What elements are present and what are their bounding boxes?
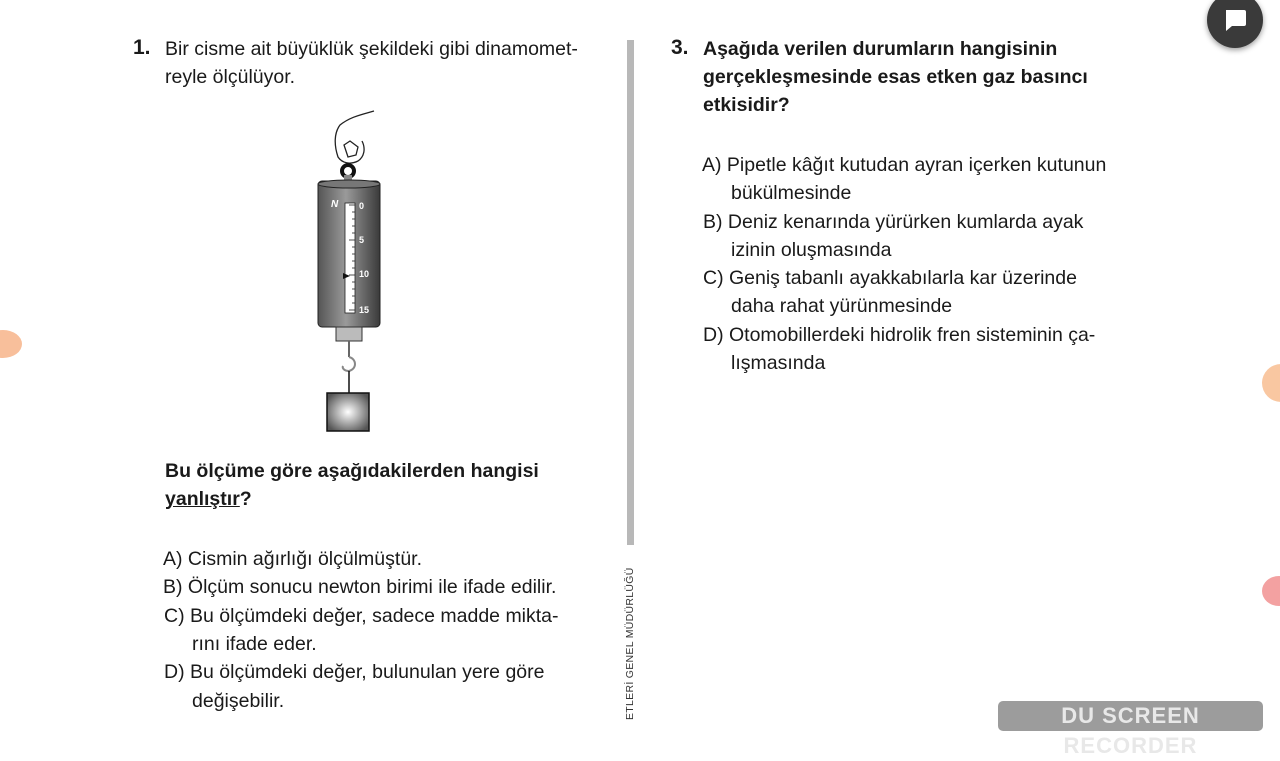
question-1-prompt-line2 bbox=[165, 485, 252, 514]
unit-label: N bbox=[331, 199, 339, 210]
hand-icon bbox=[335, 111, 374, 163]
q1-option-c[interactable]: C) Bu ölçümdeki değer, sadece madde mikta- bbox=[164, 605, 559, 627]
q3-option-c-cont: daha rahat yürünmesinde bbox=[731, 295, 953, 317]
q1-option-b[interactable]: B) Ölçüm sonucu newton birimi ile ifade edilir. bbox=[163, 576, 557, 598]
q1-option-d-cont: değişebilir. bbox=[192, 690, 285, 712]
q1-option-a[interactable]: A) Cismin ağırlığı ölçülmüştür. bbox=[163, 548, 422, 570]
weight-block bbox=[327, 393, 369, 431]
screen-recorder-watermark: DU SCREEN RECORDER bbox=[998, 701, 1263, 731]
recorder-floating-button[interactable] bbox=[1262, 364, 1280, 402]
scale-10: 10 bbox=[359, 269, 370, 279]
q3-option-d[interactable]: D) Otomobillerdeki hidrolik fren sisteminin ça- bbox=[703, 324, 1096, 346]
dynamometer-figure bbox=[300, 105, 420, 440]
question-3-stem-line3: etkisidir? bbox=[703, 94, 790, 116]
column-divider bbox=[627, 40, 634, 545]
q3-option-b-cont: izinin oluşmasında bbox=[731, 239, 892, 261]
question-3-number: 3. bbox=[671, 36, 689, 59]
question-1-number: 1. bbox=[133, 36, 151, 59]
question-1-stem-line1: Bir cisme ait büyüklük şekildeki gibi dinamomet- bbox=[165, 38, 578, 60]
chat-bubble-icon bbox=[1207, 0, 1263, 48]
question-3-stem-line1: Aşağıda verilen durumların hangisinin bbox=[703, 38, 1058, 60]
question-1-stem-line2: reyle ölçülüyor. bbox=[165, 66, 296, 88]
hook-icon bbox=[343, 357, 355, 371]
scale-0: 0 bbox=[359, 201, 365, 211]
q3-option-c[interactable]: C) Geniş tabanlı ayakkabılarla kar üzerinde bbox=[703, 267, 1077, 289]
q1-option-c-cont: rını ifade eder. bbox=[192, 633, 317, 655]
scale-5: 5 bbox=[359, 235, 365, 245]
q3-option-b[interactable]: B) Deniz kenarında yürürken kumlarda ayak bbox=[703, 211, 1084, 233]
question-3-stem-line2: gerçekleşmesinde esas etken gaz basıncı bbox=[703, 66, 1088, 88]
underlined-word: yanlıştır bbox=[165, 488, 240, 510]
scale-15: 15 bbox=[359, 305, 370, 315]
q1-option-d[interactable]: D) Bu ölçümdeki değer, bulunulan yere göre bbox=[164, 661, 545, 683]
q3-option-a[interactable]: A) Pipetle kâğıt kutudan ayran içerken kutunun bbox=[702, 154, 1107, 176]
question-mark: ? bbox=[239, 488, 252, 510]
q3-option-d-cont: lışmasında bbox=[731, 352, 826, 374]
q3-option-a-cont: bükülmesinde bbox=[731, 182, 852, 204]
side-publisher-text: ETLERİ GENEL MÜDÜRLÜĞÜ bbox=[624, 567, 636, 720]
recorder-camera-bubble[interactable] bbox=[0, 330, 22, 358]
question-1-prompt-line1: Bu ölçüme göre aşağıdakilerden hangisi bbox=[165, 460, 539, 482]
recorder-tool-bubble[interactable] bbox=[1262, 576, 1280, 606]
chat-button[interactable] bbox=[1207, 0, 1263, 48]
